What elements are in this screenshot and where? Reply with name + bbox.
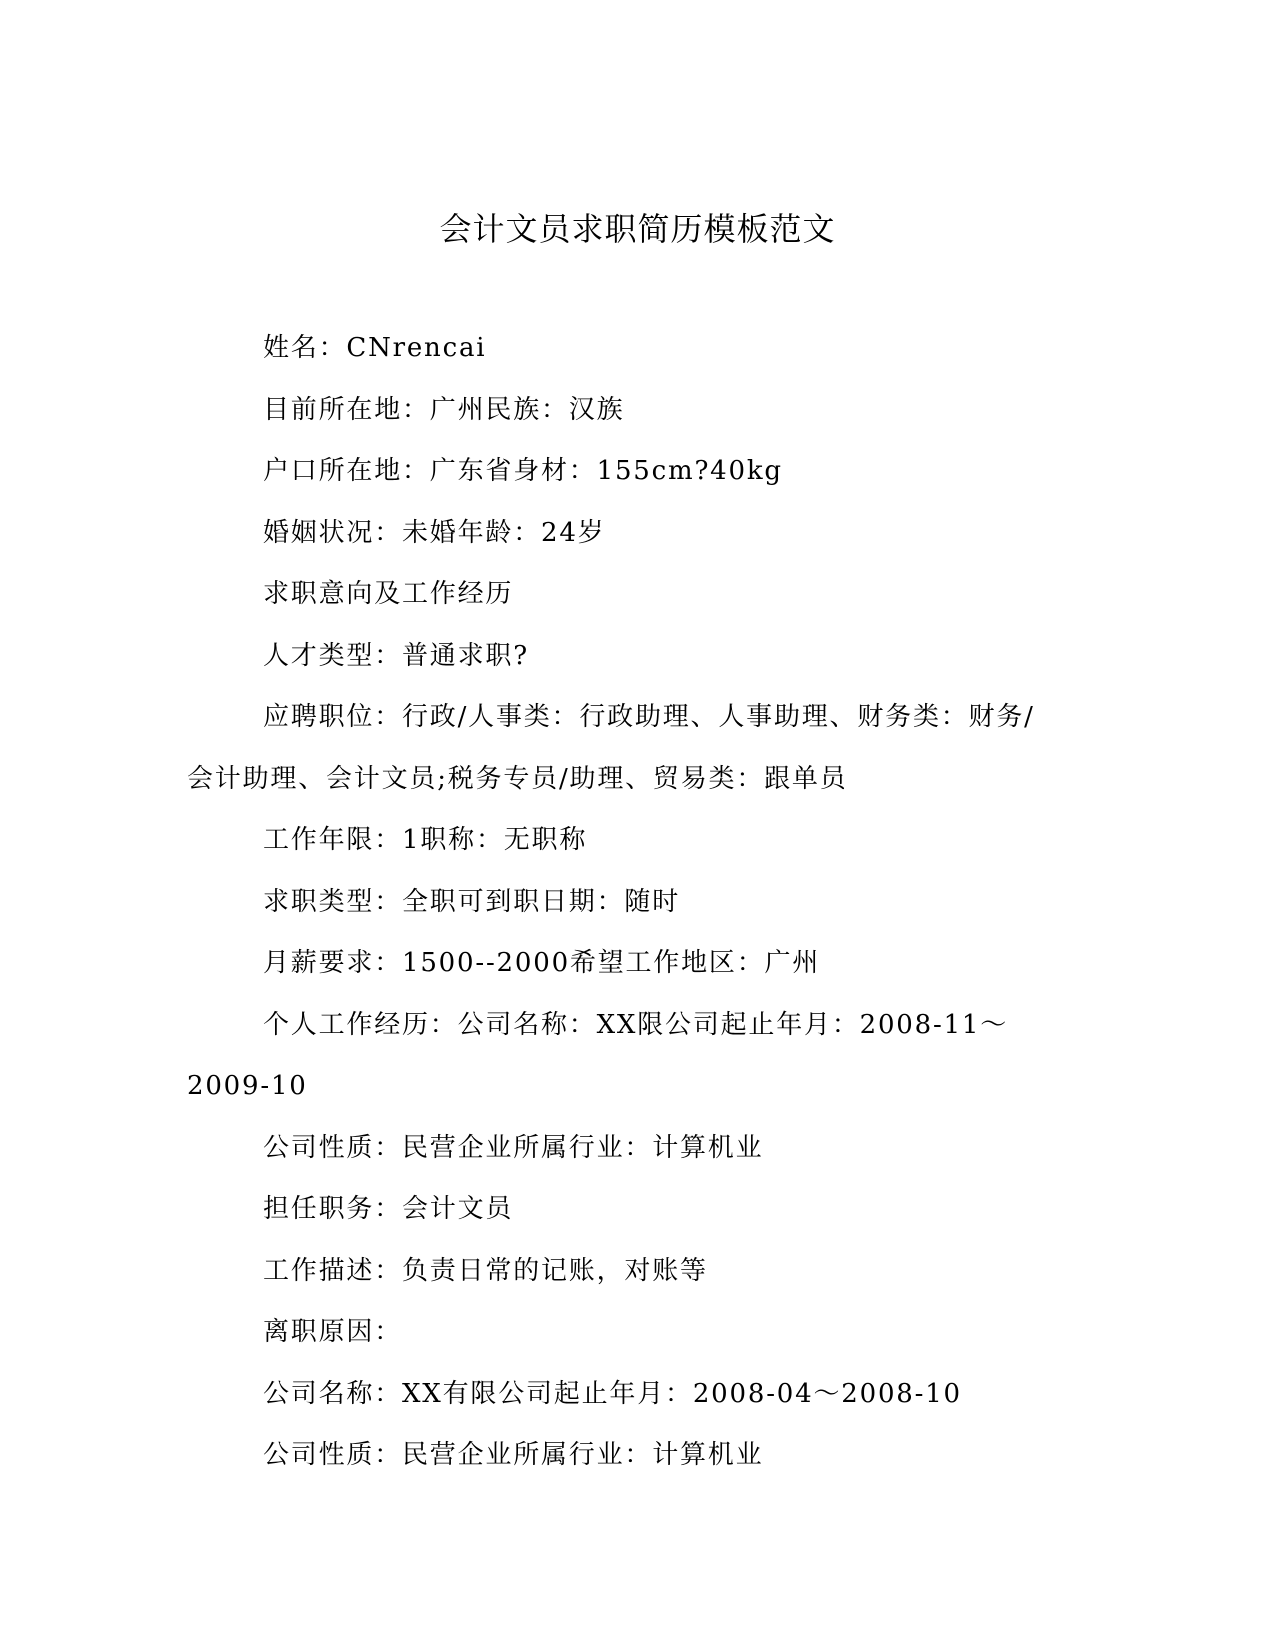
- paragraph-job-title: 担任职务：会计文员: [263, 1194, 514, 1224]
- document-title: 会计文员求职简历模板范文: [439, 210, 836, 248]
- paragraph-work-history-continued: 2009-10: [187, 1071, 308, 1101]
- paragraph-job-description: 工作描述：负责日常的记账，对账等: [263, 1255, 708, 1286]
- paragraph-salary: 月薪要求：1500--2000希望工作地区：广州: [263, 948, 821, 978]
- paragraph-leave-reason: 离职原因：: [263, 1317, 403, 1347]
- paragraph-name: 姓名：CNrencai: [263, 333, 487, 363]
- paragraph-company-nature-2: 公司性质：民营企业所属行业：计算机业: [263, 1440, 764, 1470]
- paragraph-position: 应聘职位：行政/人事类：行政助理、人事助理、财务类：财务/: [263, 702, 1035, 732]
- paragraph-household: 户口所在地：广东省身材：155cm?40kg: [263, 456, 783, 486]
- paragraph-location: 目前所在地：广州民族：汉族: [263, 394, 625, 425]
- document-body: [187, 318, 1087, 1487]
- paragraph-company-name-2: 公司名称：XX有限公司起止年月：2008-04～2008-10: [263, 1378, 962, 1409]
- paragraph-work-history: 个人工作经历：公司名称：XX限公司起止年月：2008-11～: [263, 1009, 1009, 1040]
- paragraph-talent-type: 人才类型：普通求职?: [263, 640, 529, 671]
- paragraph-work-years: 工作年限：1职称：无职称: [263, 825, 588, 855]
- paragraph-section-heading: 求职意向及工作经历: [263, 579, 514, 609]
- paragraph-job-type: 求职类型：全职可到职日期：随时: [263, 886, 681, 917]
- paragraph-marital-status: 婚姻状况：未婚年龄：24岁: [263, 517, 606, 548]
- paragraph-position-continued: 会计助理、会计文员;税务专员/助理、贸易类：跟单员: [187, 763, 848, 794]
- paragraph-company-nature: 公司性质：民营企业所属行业：计算机业: [263, 1132, 764, 1163]
